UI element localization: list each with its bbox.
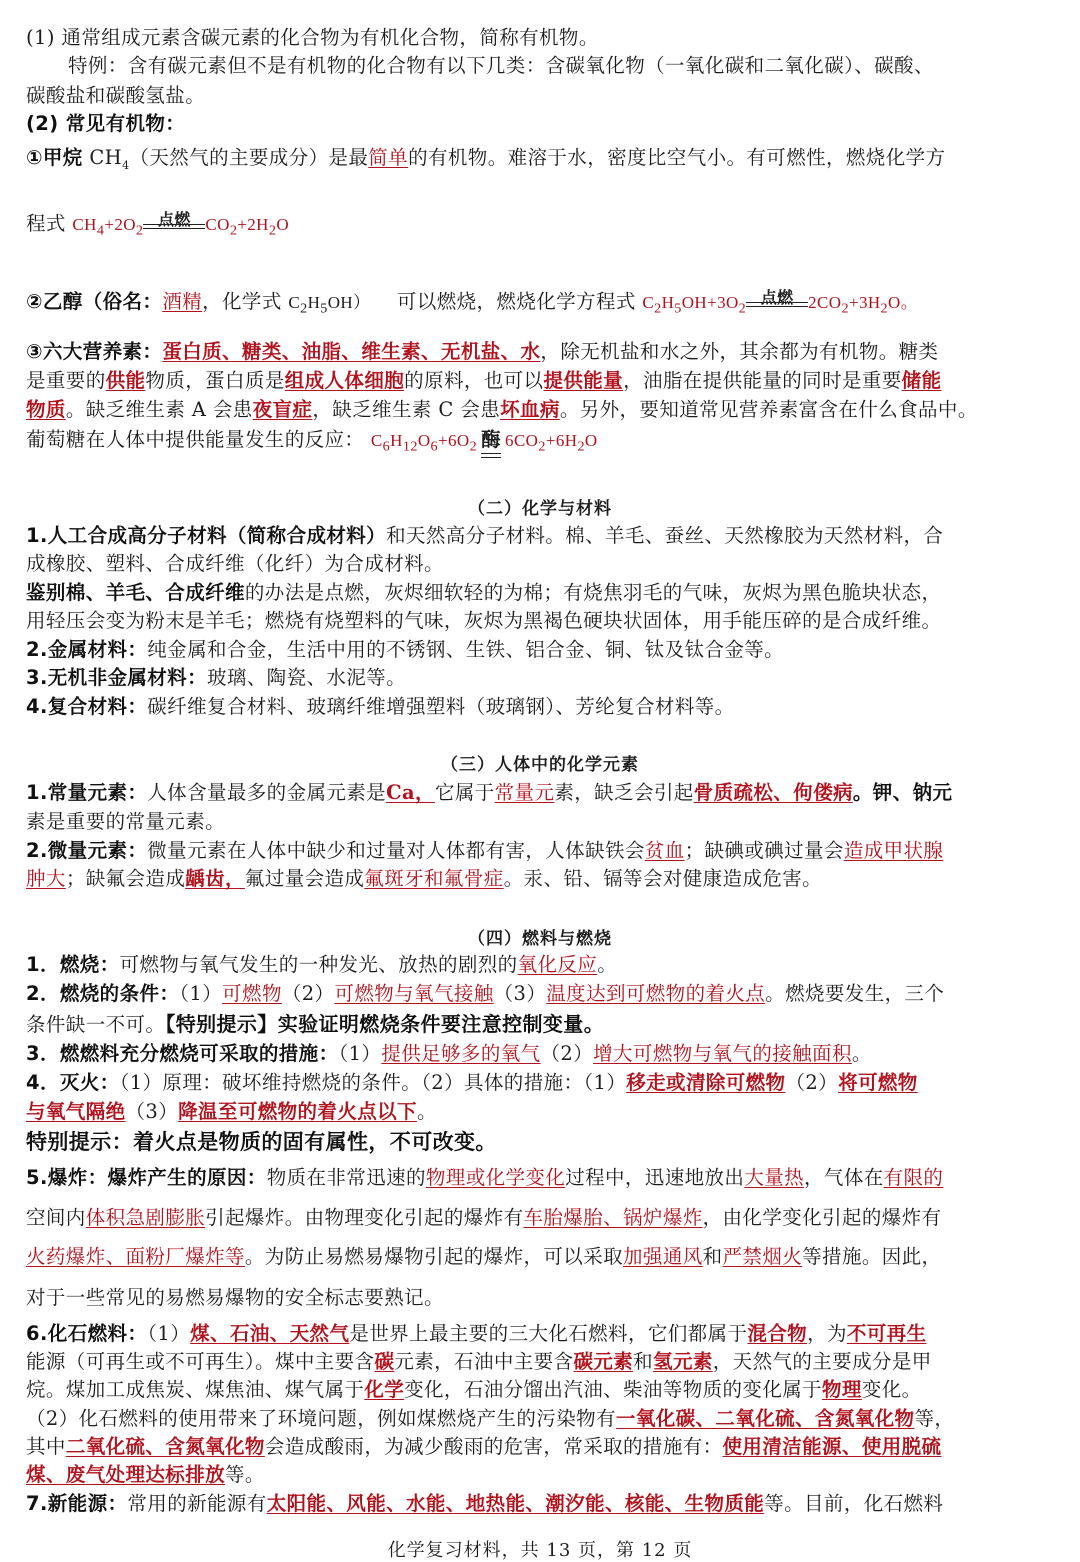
paragraph-text: 等。 (225, 1463, 265, 1486)
paragraph-text: 的办法是点燃，灰烬细软轻的为棉；有烧焦羽毛的气味，灰烬为黑色脆块状态， (244, 581, 942, 604)
paragraph-text: 。 (851, 1042, 872, 1065)
text-line (26, 1284, 1060, 1312)
paragraph-text: 碳酸盐和碳酸氢盐。 (26, 84, 206, 107)
formula: C (642, 293, 655, 312)
paragraph-text: 的有机物。难溶于水，密度比空气小。有可燃性，燃烧化学方 (408, 146, 946, 169)
paragraph-text: ，天然气的主要成分是甲 (712, 1350, 932, 1373)
paragraph-text: 对于一些常见的易燃易爆物的安全标志要熟记。 (26, 1286, 444, 1309)
formula: CH (72, 215, 97, 234)
term: ②乙醇（俗名： (26, 290, 163, 313)
paragraph-text: （1） (179, 982, 223, 1005)
paragraph-text: 空间内 (26, 1206, 86, 1229)
paragraph-text: 可以燃烧，燃烧化学方程式 (396, 290, 636, 313)
text-line (26, 1320, 1060, 1348)
paragraph-text: 它属于 (434, 781, 495, 804)
text-line (26, 636, 1060, 664)
reaction-condition: 点燃 (760, 288, 794, 307)
term: 6.化石燃料： (26, 1322, 148, 1345)
term: 7.新能源： (26, 1492, 128, 1515)
formula: H (390, 431, 403, 450)
paragraph-text: ，除无机盐和水之外，其余都为有机物。糖类 (540, 340, 939, 363)
text-line (26, 980, 1060, 1008)
text-line (26, 808, 1060, 836)
text-line: ②乙醇（俗名：酒精，化学式 $C_2H_5OH$） 可以燃烧，燃烧化学方程式 $C_2H_5OH+3O_2$ 点燃 $2CO_2+3H_2O$。 (26, 288, 1060, 322)
highlight: 氟斑牙和氟骨症 (364, 867, 504, 890)
paragraph-text: （3） (125, 1100, 179, 1123)
paragraph-text: 葡萄糖在人体中提供能量发生的反应： (26, 428, 365, 451)
paragraph-text: ，油脂在提供能量的同时是重要 (623, 369, 902, 392)
highlight: 增大可燃物与氧气的接触面积 (593, 1042, 852, 1065)
highlight: 火药爆炸、面粉厂爆炸等 (26, 1245, 245, 1268)
text-line (26, 1490, 1060, 1518)
paragraph-text: 特例：含有碳元素但不是有机物的化合物有以下几类：含碳氧化物（一氧化碳和二氧化碳）、碳酸、 (68, 54, 934, 77)
paragraph-text: 其中 (26, 1435, 66, 1458)
text-line (26, 1433, 1060, 1461)
paragraph-text: 条件缺一不可。 (26, 1013, 166, 1036)
highlight: 煤、废气处理达标排放 (26, 1463, 226, 1486)
term: ③六大营养素： (26, 340, 163, 363)
paragraph-text: 常用的新能源有 (127, 1492, 267, 1515)
term: 4.复合材料： (26, 695, 148, 718)
highlight: 提供足够多的氧气 (381, 1042, 541, 1065)
paragraph-text: 和 (633, 1350, 654, 1373)
formula: C (288, 293, 301, 312)
text-line (26, 837, 1060, 865)
paragraph-text: 变化，石油分馏出汽油、柴油等物质的变化属于 (404, 1378, 823, 1401)
paragraph-text: 过程中，迅速地放出 (565, 1166, 745, 1189)
text-line (26, 779, 1060, 807)
paragraph-text: 。 (597, 953, 618, 976)
paragraph-text: 的原料，也可以 (404, 369, 544, 392)
paragraph-text: 。为防止易燃易爆物引起的爆炸，可以采取 (244, 1245, 624, 1268)
paragraph-text: ，气体在 (804, 1166, 884, 1189)
highlight: 降温至可燃物的着火点以下 (178, 1100, 417, 1123)
highlight: 提供能量 (543, 369, 624, 392)
paragraph-text: 玻璃、陶瓷、水泥等。 (206, 666, 406, 689)
highlight: 贫血 (644, 839, 685, 862)
text-line (26, 1040, 1060, 1068)
paragraph-text: 。缺乏维生素 A 会患 (65, 398, 253, 421)
paragraph-text: 物质在非常迅速的 (266, 1166, 426, 1189)
paragraph-text: （2） (281, 982, 335, 1005)
paragraph-text: 变化。 (861, 1378, 922, 1401)
special-tip (26, 1128, 1060, 1156)
highlight: 物理或化学变化 (425, 1166, 566, 1189)
term: 1.常量元素： (26, 781, 148, 804)
highlight: 碳 (374, 1350, 395, 1373)
text-line (26, 1243, 1060, 1271)
paragraph-text: 等措施。因此， (802, 1245, 942, 1268)
text-line (26, 1204, 1060, 1232)
term: 4．灭火： (26, 1071, 120, 1094)
formula: +3H (848, 293, 881, 312)
section-title: （三）人体中的化学元素 (441, 755, 639, 775)
paragraph-text: 烷。煤加工成焦炭、煤焦油、煤气属于 (26, 1378, 365, 1401)
paragraph-text: ；缺碘或碘过量会 (684, 839, 844, 862)
paragraph-text: 等， (914, 1407, 955, 1430)
text-line (26, 1461, 1060, 1489)
term: ①甲烷 (26, 146, 83, 169)
highlight: 可燃物与氧气接触 (334, 982, 494, 1005)
highlight: 供能 (105, 369, 146, 392)
highlight: 太阳能、风能、水能、地热能、潮汐能、核能、生物质能 (266, 1492, 765, 1515)
formula: H (307, 293, 321, 312)
tip-text: 特别提示：着火点是物质的固有属性，不可改变。 (26, 1130, 497, 1154)
text-line (26, 550, 1060, 578)
term: 1.人工合成高分子材料（简称合成材料） (26, 524, 387, 547)
paragraph-text: （天然气的主要成分）是最 (129, 146, 369, 169)
term: 2．燃烧的条件： (26, 982, 180, 1005)
equation-line: 程式 $CH_4+2O_2$ 点燃 $CO_2+2H_2O$ (26, 210, 1060, 244)
reaction-condition: 酶 (481, 428, 501, 451)
paragraph-text: 。燃烧要发生，三个 (765, 982, 945, 1005)
text-line (26, 24, 1060, 52)
paragraph-text: ，化学式 (202, 290, 282, 313)
highlight: 有限的 (883, 1166, 944, 1189)
special-note: 【特别提示】实验证明燃烧条件要注意控制变量。 (165, 1012, 605, 1036)
formula: OH） (327, 293, 371, 312)
text-line (68, 52, 1060, 80)
paragraph-text: 氟过量会造成 (244, 867, 365, 890)
paragraph-text: 用轻压会变为粉末是羊毛；燃烧有烧塑料的气味，灰烬为黑褐色硬块状固体，用手能压碎的是合成纤维。 (26, 609, 942, 632)
highlight: 混合物 (747, 1322, 808, 1345)
term: 2.金属材料： (26, 638, 148, 661)
highlight: 大量热 (744, 1166, 805, 1189)
highlight: 温度达到可燃物的着火点 (546, 982, 766, 1005)
text-line: ①甲烷 $CH_4$（天然气的主要成分）是最简单的有机物。难溶于水，密度比空气小。有可燃性，燃烧化学方 (26, 146, 946, 172)
highlight: 坏血病 (500, 398, 560, 421)
text-line (26, 607, 1060, 635)
text-line (26, 1069, 1060, 1097)
paragraph-text: （1）原理：破坏维持燃烧的条件。（2）具体的措施：（1） (119, 1071, 627, 1094)
text-line (26, 82, 1060, 110)
text-line (26, 579, 1060, 607)
formula: H (661, 293, 675, 312)
text-line (26, 664, 1060, 692)
term: 3．燃燃料充分燃烧可采取的措施： (26, 1042, 339, 1065)
paragraph-text: 和天然高分子材料。棉、羊毛、蚕丝、天然橡胶为天然材料，合 (386, 524, 944, 547)
paragraph-text: （1） (147, 1322, 191, 1345)
formula: +2H (237, 215, 269, 234)
paragraph-text: ；缺氟会造成 (65, 867, 186, 890)
highlight: 一氧化碳、二氧化硫、含氮氧化物 (615, 1407, 915, 1430)
reaction-arrow (477, 426, 505, 454)
paragraph-text: 。钾、钠元 (852, 781, 953, 804)
section-title: （四）燃料与燃烧 (468, 929, 612, 949)
highlight: 体积急剧膨胀 (85, 1206, 206, 1229)
highlight: 碳元素 (573, 1350, 634, 1373)
paragraph-text: 是世界上最主要的三大化石燃料，它们都属于 (349, 1322, 748, 1345)
paragraph-text: （2） (785, 1071, 839, 1094)
text-line (26, 865, 1060, 893)
text-line (26, 522, 1060, 550)
formula: +6O (437, 431, 470, 450)
paragraph-text: （1） (338, 1042, 382, 1065)
highlight: 化学 (364, 1378, 405, 1401)
highlight: 与氧气隔绝 (26, 1100, 126, 1123)
paragraph-text: 人体含量最多的金属元素是 (147, 781, 387, 804)
reaction-condition: 点燃 (157, 210, 191, 229)
highlight: 组成人体细胞 (284, 369, 405, 392)
highlight: 物质 (26, 398, 66, 421)
paragraph-text: 是重要的 (26, 369, 106, 392)
formula: +6H (545, 431, 578, 450)
text-line (26, 951, 1060, 979)
paragraph-text: 和 (702, 1245, 723, 1268)
paragraph-text: (1) 通常组成元素含碳元素的化合物为有机化合物，简称有机物。 (26, 26, 599, 49)
text-line (26, 396, 1060, 424)
text-line (26, 1348, 1060, 1376)
paragraph-text: ，由化学变化引起的爆炸有 (702, 1206, 942, 1229)
highlight: 严禁烟火 (722, 1245, 803, 1268)
text-line (26, 1376, 1060, 1404)
term: 2.微量元素： (26, 839, 148, 862)
formula: CO (205, 215, 230, 234)
paragraph-text: 素是重要的常量元素。 (26, 810, 226, 833)
paragraph-text: 碳纤维复合材料、玻璃纤维增强塑料（玻璃钢）、芳纶复合材料等。 (147, 695, 735, 718)
formula: 2CO (808, 293, 842, 312)
highlight: 酒精 (162, 290, 203, 313)
paragraph-text: ，为 (807, 1322, 847, 1345)
term: 1．燃烧： (26, 953, 120, 976)
paragraph-text: 能源（可再生或不可再生）。煤中主要含 (26, 1350, 375, 1373)
highlight: 常量元 (494, 781, 555, 804)
formula: CH (89, 146, 123, 169)
formula: OH+3O (681, 293, 739, 312)
paragraph-text: ，缺乏维生素 C 会患 (312, 398, 501, 421)
text-line (26, 338, 1060, 366)
term: 鉴别棉、羊毛、合成纤维 (26, 581, 245, 604)
highlight: 将可燃物 (838, 1071, 918, 1094)
text-line (26, 1405, 1060, 1433)
formula: O (276, 215, 290, 234)
highlight: 车胎爆胎、锅炉爆炸 (523, 1206, 703, 1229)
highlight: 移走或清除可燃物 (626, 1071, 786, 1094)
highlight: Ca， (386, 781, 435, 804)
paragraph-text: 成橡胶、塑料、合成纤维（化纤）为合成材料。 (26, 552, 444, 575)
highlight: 物理 (822, 1378, 862, 1401)
highlight: 蛋白质、糖类、油脂、维生素、无机盐、水 (162, 340, 541, 363)
paragraph-text: 元素，石油中主要含 (394, 1350, 574, 1373)
section-title: （二）化学与材料 (468, 499, 612, 519)
paragraph-text: 引起爆炸。由物理变化引起的爆炸有 (205, 1206, 524, 1229)
highlight: 氢元素 (653, 1350, 713, 1373)
text-line (26, 693, 1060, 721)
highlight: 龋齿， (185, 867, 245, 890)
highlight: 使用清洁能源、使用脱硫 (722, 1435, 942, 1458)
highlight: 加强通风 (623, 1245, 703, 1268)
paragraph-text: 。汞、铅、镉等会对健康造成危害。 (503, 867, 823, 890)
highlight: 简单 (368, 146, 409, 169)
paragraph-text: （2） (540, 1042, 594, 1065)
text-line (26, 1010, 1060, 1039)
paragraph-text: 。 (416, 1100, 437, 1123)
highlight: 造成甲状腺 (843, 839, 944, 862)
formula: C (370, 431, 383, 450)
highlight: 煤、石油、天然气 (190, 1322, 350, 1345)
paragraph-text: 程式 (26, 212, 66, 235)
paragraph-text: 物质，蛋白质是 (145, 369, 285, 392)
highlight: 肿大 (26, 867, 66, 890)
subheading (26, 110, 1060, 138)
formula: +2O (104, 215, 136, 234)
formula: 6CO (505, 431, 539, 450)
paragraph-text: 纯金属和合金，生活中用的不锈钢、生铁、铝合金、铜、钛及钛合金等。 (147, 638, 785, 661)
text-line (26, 1098, 1060, 1126)
term: 3.无机非金属材料： (26, 666, 207, 689)
paragraph-text: 等。目前，化石燃料 (764, 1492, 944, 1515)
highlight: 二氧化硫、含氮氧化物 (65, 1435, 265, 1458)
paragraph-text: （2）化石燃料的使用带来了环境问题，例如煤燃烧产生的污染物有 (26, 1407, 616, 1430)
highlight: 氧化反应 (517, 953, 598, 976)
paragraph-text: 。另外，要知道常见营养素富含在什么食品中。 (559, 398, 978, 421)
term: 5.爆炸：爆炸产生的原因： (26, 1166, 267, 1189)
highlight: 可燃物 (222, 982, 282, 1005)
text-line (26, 1164, 1060, 1192)
paragraph-text: 素，缺乏会引起 (554, 781, 694, 804)
paragraph-text: （3） (493, 982, 547, 1005)
highlight: 夜盲症 (252, 398, 313, 421)
paragraph-text: 微量元素在人体中缺少和过量对人体都有害，人体缺铁会 (147, 839, 645, 862)
subheading-text: (2) 常见有机物： (26, 112, 186, 135)
highlight: 储能 (901, 369, 942, 392)
highlight: 骨质疏松、佝偻病 (693, 781, 853, 804)
paragraph-text: 会造成酸雨，为减少酸雨的危害，常采取的措施有： (264, 1435, 723, 1458)
text-line (26, 367, 1060, 395)
paragraph-text: 可燃物与氧气发生的一种发光、放热的剧烈的 (119, 953, 518, 976)
page-footer: 化学复习材料，共 13 页，第 12 页 (387, 1540, 693, 1561)
formula: O。 (888, 293, 919, 312)
highlight: 不可再生 (846, 1322, 927, 1345)
formula: O (417, 431, 431, 450)
formula: O (584, 431, 598, 450)
equation-line: 葡萄糖在人体中提供能量发生的反应： $C_6H_{12}O_6+6O_2$ 酶 $6CO_2+6H_2O$ (26, 426, 1060, 460)
